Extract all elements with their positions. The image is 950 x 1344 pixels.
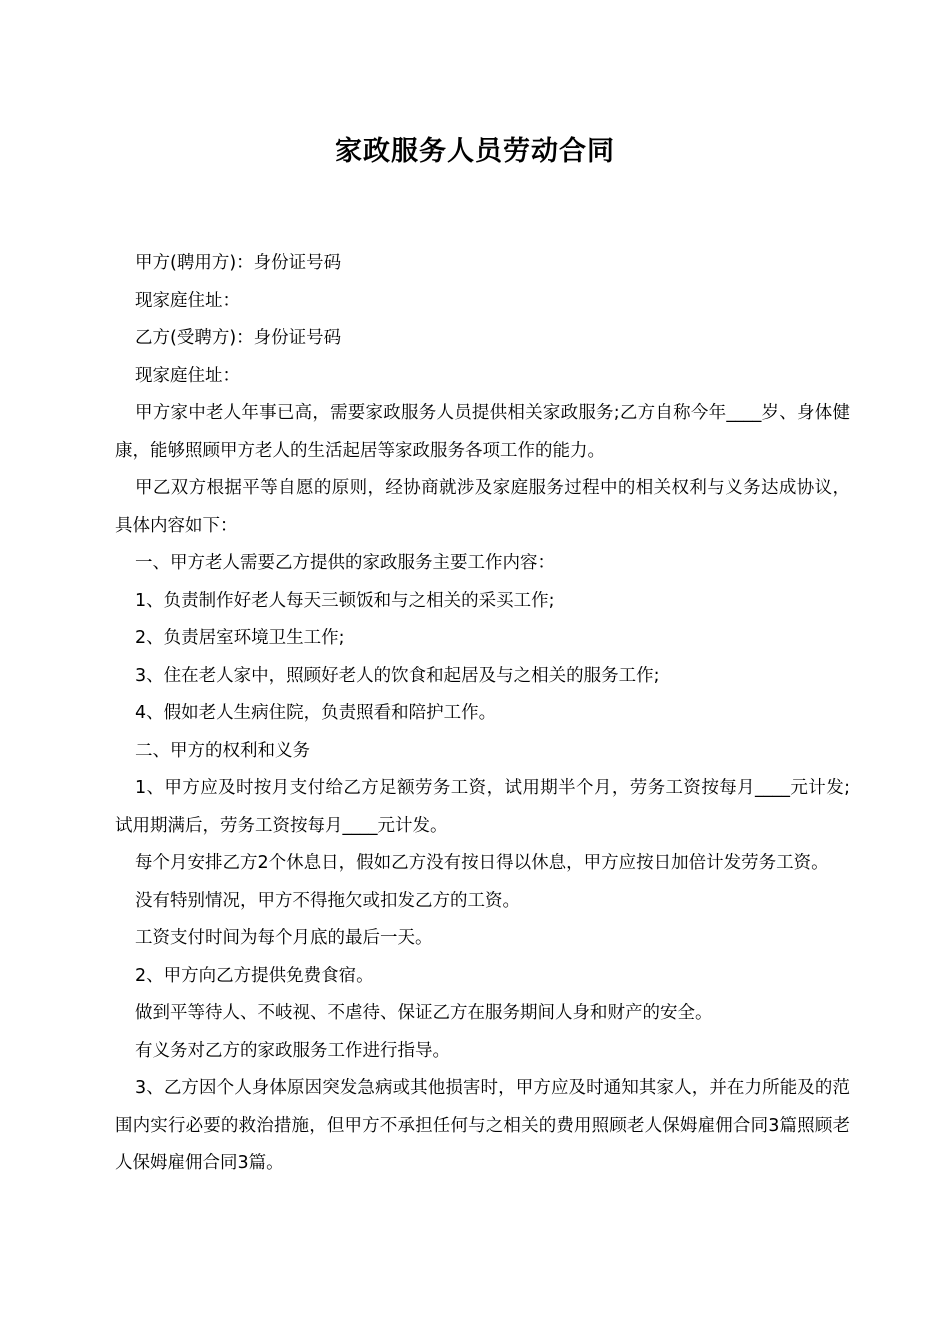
clause-item: 2、甲方向乙方提供免费食宿。 (135, 965, 374, 986)
clause-item: 1、负责制作好老人每天三顿饭和与之相关的采买工作; (135, 590, 555, 611)
clause-item: 4、假如老人生病住院，负责照看和陪护工作。 (135, 703, 497, 723)
clause-paragraph: 有义务对乙方的家政服务工作进行指导。 (135, 1040, 450, 1061)
clause-paragraph: 做到平等待人、不岐视、不虐待、保证乙方在服务期间人身和财产的安全。 (135, 1003, 713, 1023)
clause-paragraph: 没有特别情况，甲方不得拖欠或扣发乙方的工资。 (135, 890, 520, 911)
clause-item: 3、住在老人家中，照顾好老人的饮食和起居及与之相关的服务工作; (135, 665, 660, 686)
party-a-address: 现家庭住址： (135, 290, 240, 311)
section-heading-2: 二、甲方的权利和义务 (135, 740, 310, 761)
party-a-line: 甲方(聘用方)：身份证号码 (135, 253, 342, 273)
background-paragraph: 甲方家中老人年事已高，需要家政服务人员提供相关家政服务;乙方自称今年____岁、身体健康，能够照顾甲方老人的生活起居等家政服务各项工作的能力。 (115, 403, 850, 461)
document-title: 家政服务人员劳动合同 (335, 136, 615, 167)
party-b-address: 现家庭住址： (135, 365, 240, 386)
clause-paragraph: 工资支付时间为每个月底的最后一天。 (135, 928, 433, 948)
contract-body (115, 245, 850, 1183)
clause-paragraph: 每个月安排乙方2个休息日，假如乙方没有按日得以休息，甲方应按日加倍计发劳务工资。 (135, 853, 829, 873)
clause-item: 1、甲方应及时按月支付给乙方足额劳务工资，试用期半个月，劳务工资按每月____元计发;试用期满后，劳务工资按每月____元计发。 (115, 778, 850, 836)
clause-item: 2、负责居室环境卫生工作; (135, 628, 345, 648)
party-b-line: 乙方(受聘方)：身份证号码 (135, 328, 342, 348)
section-heading-1: 一、甲方老人需要乙方提供的家政服务主要工作内容： (135, 553, 555, 573)
clause-item: 3、乙方因个人身体原因突发急病或其他损害时，甲方应及时通知其家人，并在力所能及的范围内实行必要的救治措施，但甲方不承担任何与之相关的费用照顾老人保姆雇佣合同3篇照顾老人保姆雇佣合同3篇。 (115, 1078, 850, 1173)
agreement-paragraph: 甲乙双方根据平等自愿的原则，经协商就涉及家庭服务过程中的相关权利与义务达成协议，具体内容如下： (115, 478, 850, 536)
